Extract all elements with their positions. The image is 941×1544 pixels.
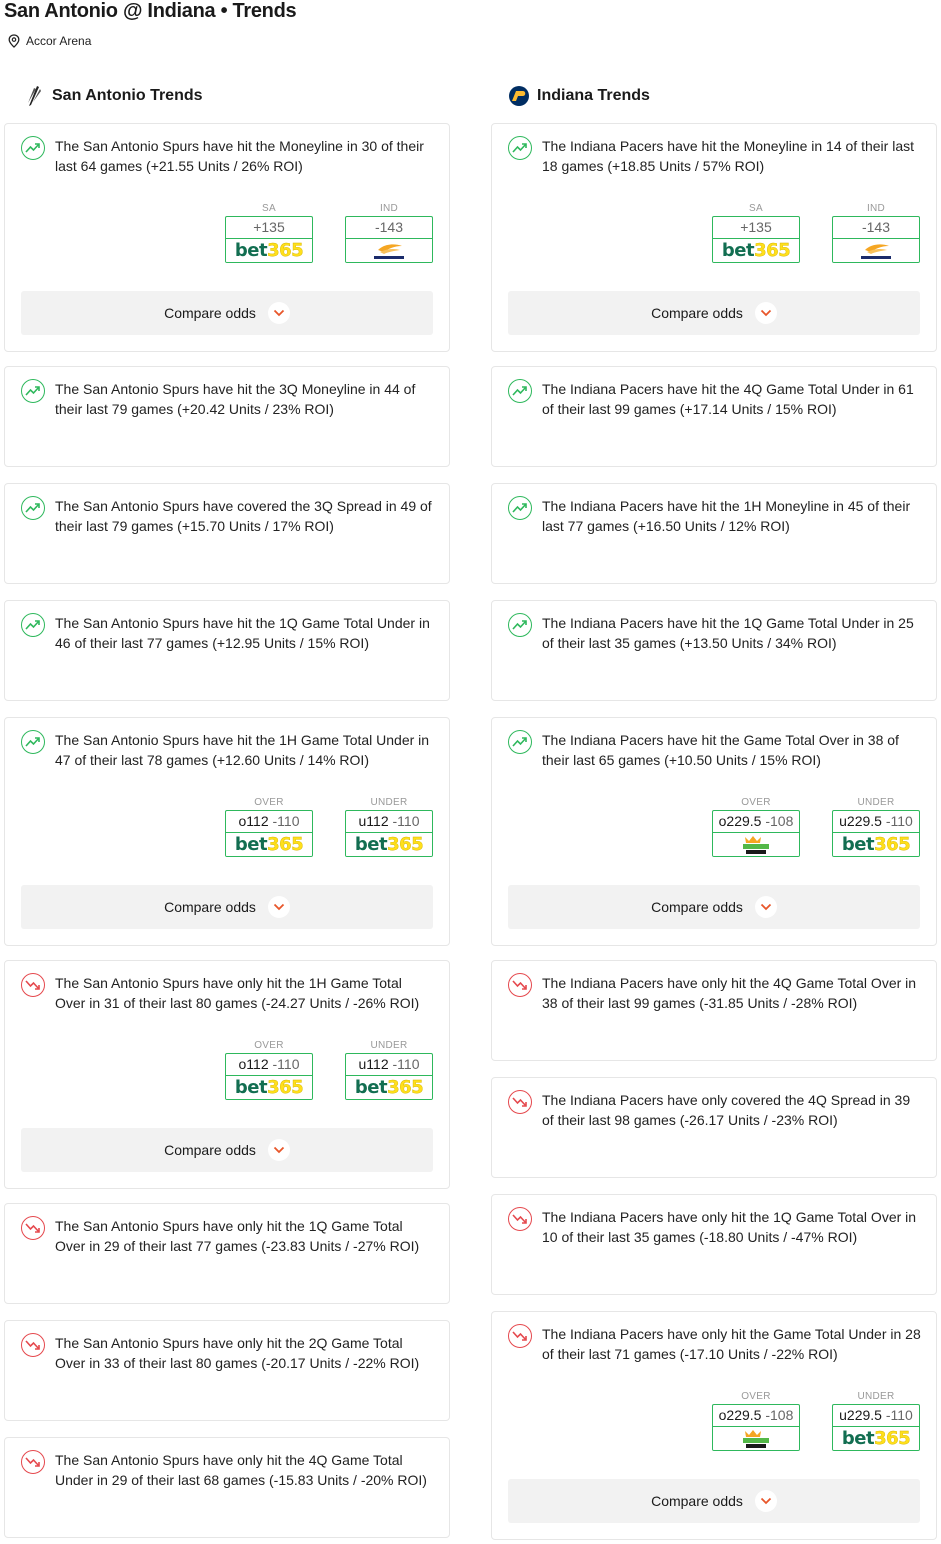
trend-card (4, 123, 450, 352)
odds-line: o112 (238, 1056, 273, 1072)
odds-column (712, 1390, 800, 1451)
odds-value (346, 1054, 432, 1076)
odds-column (225, 796, 313, 857)
venue (8, 34, 91, 48)
trend-card (491, 1311, 937, 1540)
trend-card (491, 1194, 937, 1295)
trend-text: The Indiana Pacers have hit the 4Q Game Total Under in 61 of their last 99 games (+17.14 Units / 15% ROI) (542, 381, 914, 417)
trend-row (21, 496, 435, 536)
trend-row (508, 136, 922, 176)
trend-row (21, 1333, 435, 1373)
trend-up-icon (21, 496, 45, 520)
odds-label: UNDER (857, 1391, 895, 1402)
odds-button[interactable] (832, 216, 920, 263)
trend-card (491, 717, 937, 946)
trend-text: The San Antonio Spurs have only hit the 4Q Game Total Under in 29 of their last 68 games (-15.83 Units / -20% ROI) (55, 1452, 427, 1488)
trend-row (508, 1090, 922, 1130)
odds-column (345, 796, 433, 857)
trend-card (4, 960, 450, 1189)
odds-price: -143 (861, 219, 891, 235)
trend-text: The Indiana Pacers have hit the Moneyline in 14 of their last 18 games (+18.85 Units / 57% ROI) (542, 138, 914, 174)
trend-row (508, 730, 922, 770)
odds-column (712, 202, 800, 263)
trend-row (508, 973, 922, 1013)
trend-text: The San Antonio Spurs have hit the 1H Game Total Under in 47 of their last 78 games (+12.60 Units / 14% ROI) (55, 732, 430, 768)
odds-button[interactable] (712, 1404, 800, 1451)
odds-price: -110 (272, 1056, 300, 1072)
trend-up-icon (508, 379, 532, 403)
odds-price: +135 (253, 219, 285, 235)
trend-row (508, 613, 922, 653)
trend-card (491, 960, 937, 1061)
bet365-logo-icon: bet365 (346, 1076, 432, 1099)
trend-card (4, 717, 450, 946)
odds-price: -110 (885, 1407, 913, 1423)
trend-card (491, 483, 937, 584)
odds-label: SA (749, 203, 763, 214)
trend-row (508, 379, 922, 419)
chevron-down-icon (755, 896, 777, 918)
trend-text: The San Antonio Spurs have only hit the 2Q Game Total Over in 33 of their last 80 games (-20.17 Units / -22% ROI) (55, 1335, 420, 1371)
bet365-logo-icon: bet365 (713, 239, 799, 262)
odds-grid (712, 202, 920, 263)
trend-up-icon (508, 730, 532, 754)
trend-row (21, 379, 435, 419)
bet365-logo-icon: bet365 (226, 1076, 312, 1099)
odds-value (713, 217, 799, 239)
bet365-logo-icon: bet365 (346, 833, 432, 856)
trend-down-icon (21, 1450, 45, 1474)
trend-row (508, 1324, 922, 1364)
odds-label: SA (262, 203, 276, 214)
trend-card (491, 600, 937, 701)
odds-button[interactable] (832, 1404, 920, 1451)
odds-price: -108 (765, 1407, 794, 1423)
trend-text: The Indiana Pacers have hit the Game Total Over in 38 of their last 65 games (+10.50 Units / 15% ROI) (542, 732, 899, 768)
odds-column (345, 202, 433, 263)
odds-price: +135 (740, 219, 772, 235)
chevron-down-icon (268, 1139, 290, 1161)
right-column-heading (507, 85, 650, 107)
trend-down-icon (508, 1324, 532, 1348)
compare-odds-button[interactable] (21, 1128, 433, 1172)
spurs-logo-icon (22, 85, 46, 107)
compare-odds-label: Compare odds (164, 899, 256, 915)
compare-odds-button[interactable] (508, 1479, 920, 1523)
odds-price: -110 (392, 813, 420, 829)
odds-label: OVER (254, 797, 284, 808)
odds-label: OVER (741, 1391, 771, 1402)
compare-odds-label: Compare odds (164, 1142, 256, 1158)
trend-row (508, 496, 922, 536)
chevron-down-icon (268, 302, 290, 324)
bet365-logo-icon: bet365 (833, 833, 919, 856)
trend-up-icon (21, 613, 45, 637)
odds-label: UNDER (857, 797, 895, 808)
trend-text: The Indiana Pacers have only covered the 4Q Spread in 39 of their last 98 games (-26.17 Units / -23% ROI) (542, 1092, 911, 1128)
draftkings-logo-icon (713, 1427, 799, 1450)
trend-down-icon (508, 1090, 532, 1114)
odds-column (225, 202, 313, 263)
trend-row (21, 1450, 435, 1490)
trend-card (4, 483, 450, 584)
odds-line: u112 (358, 1056, 393, 1072)
compare-odds-label: Compare odds (651, 1493, 743, 1509)
odds-button[interactable] (712, 810, 800, 857)
draftkings-logo-icon (713, 833, 799, 856)
odds-column (345, 1039, 433, 1100)
odds-column (832, 796, 920, 857)
compare-odds-label: Compare odds (651, 899, 743, 915)
trend-down-icon (508, 1207, 532, 1231)
right-heading-text: Indiana Trends (537, 87, 650, 104)
trend-card (4, 1320, 450, 1421)
trend-text: The Indiana Pacers have only hit the 1Q Game Total Over in 10 of their last 35 games (-18.80 Units / -47% ROI) (542, 1209, 917, 1245)
trend-row (21, 973, 435, 1013)
odds-label: IND (866, 203, 886, 214)
location-pin-icon (8, 34, 20, 48)
venue-name: Accor Arena (26, 34, 92, 48)
compare-odds-button[interactable] (21, 885, 433, 929)
trend-text: The San Antonio Spurs have hit the Moneyline in 30 of their last 64 games (+21.55 Units / 26% ROI) (55, 138, 424, 174)
odds-column (832, 1390, 920, 1451)
odds-price: -108 (765, 813, 794, 829)
odds-value (226, 811, 312, 833)
trend-text: The Indiana Pacers have hit the 1Q Game Total Under in 25 of their last 35 games (+13.50 Units / 34% ROI) (542, 615, 914, 651)
odds-line: u112 (358, 813, 393, 829)
odds-price: -143 (374, 219, 404, 235)
odds-button[interactable] (225, 216, 313, 263)
chevron-down-icon (268, 896, 290, 918)
trend-card (4, 1203, 450, 1304)
odds-price: -110 (392, 1056, 420, 1072)
odds-value (833, 811, 919, 833)
odds-line: u229.5 (839, 1407, 886, 1423)
trend-text: The San Antonio Spurs have only hit the 1Q Game Total Over in 29 of their last 77 games (-23.83 Units / -27% ROI) (55, 1218, 420, 1254)
odds-column (832, 202, 920, 263)
left-heading-text: San Antonio Trends (52, 87, 203, 104)
odds-value (833, 217, 919, 239)
compare-odds-label: Compare odds (651, 305, 743, 321)
trend-row (21, 136, 435, 176)
pacers-logo-icon (507, 85, 531, 107)
odds-label: IND (379, 203, 399, 214)
odds-button[interactable] (712, 216, 800, 263)
odds-button[interactable] (832, 810, 920, 857)
trend-up-icon (508, 496, 532, 520)
odds-label: OVER (741, 797, 771, 808)
trend-text: The Indiana Pacers have only hit the 4Q Game Total Over in 38 of their last 99 games (-31.85 Units / -28% ROI) (542, 975, 917, 1011)
trend-card (491, 366, 937, 467)
odds-line: o112 (238, 813, 273, 829)
odds-column (712, 796, 800, 857)
odds-line: o229.5 (718, 813, 766, 829)
odds-value (226, 1054, 312, 1076)
odds-button[interactable] (345, 216, 433, 263)
page-title: San Antonio @ Indiana • Trends (4, 0, 297, 22)
odds-grid (712, 1390, 920, 1451)
bet365-logo-icon: bet365 (833, 1427, 919, 1450)
odds-value (346, 217, 432, 239)
trend-down-icon (21, 1333, 45, 1357)
trend-text: The San Antonio Spurs have hit the 1Q Game Total Under in 46 of their last 77 games (+12.95 Units / 15% ROI) (55, 615, 430, 651)
compare-odds-button[interactable] (508, 291, 920, 335)
trend-text: The San Antonio Spurs have hit the 3Q Moneyline in 44 of their last 79 games (+20.42 Units / 23% ROI) (55, 381, 416, 417)
chevron-down-icon (755, 302, 777, 324)
trend-text: The Indiana Pacers have hit the 1H Moneyline in 45 of their last 77 games (+16.50 Units / 12% ROI) (542, 498, 911, 534)
odds-value (713, 811, 799, 833)
trend-up-icon (21, 379, 45, 403)
compare-odds-label: Compare odds (164, 305, 256, 321)
compare-odds-button[interactable] (21, 291, 433, 335)
odds-line: u229.5 (839, 813, 886, 829)
odds-grid (225, 796, 433, 857)
odds-grid (712, 796, 920, 857)
left-column-heading (22, 85, 203, 107)
odds-price: -110 (885, 813, 913, 829)
betrivers-logo-icon (833, 239, 919, 262)
trend-row (21, 613, 435, 653)
chevron-down-icon (755, 1490, 777, 1512)
trend-card (4, 1437, 450, 1538)
odds-label: UNDER (370, 1040, 408, 1051)
odds-price: -110 (272, 813, 300, 829)
trend-up-icon (21, 136, 45, 160)
odds-grid (225, 1039, 433, 1100)
odds-grid (225, 202, 433, 263)
trend-text: The San Antonio Spurs have only hit the 1H Game Total Over in 31 of their last 80 games (-24.27 Units / -26% ROI) (55, 975, 420, 1011)
odds-label: UNDER (370, 797, 408, 808)
odds-button[interactable] (225, 1053, 313, 1100)
odds-button[interactable] (345, 810, 433, 857)
compare-odds-button[interactable] (508, 885, 920, 929)
odds-value (713, 1405, 799, 1427)
bet365-logo-icon: bet365 (226, 239, 312, 262)
trend-down-icon (21, 973, 45, 997)
trend-card (4, 366, 450, 467)
trend-card (491, 1077, 937, 1178)
odds-value (226, 217, 312, 239)
odds-value (833, 1405, 919, 1427)
trend-text: The San Antonio Spurs have covered the 3Q Spread in 49 of their last 79 games (+15.70 Units / 17% ROI) (55, 498, 432, 534)
trend-card (491, 123, 937, 352)
trend-up-icon (21, 730, 45, 754)
odds-button[interactable] (345, 1053, 433, 1100)
betrivers-logo-icon (346, 239, 432, 262)
trend-text: The Indiana Pacers have only hit the Game Total Under in 28 of their last 71 games (-17.10 Units / -22% ROI) (542, 1326, 921, 1362)
trend-down-icon (21, 1216, 45, 1240)
trend-row (21, 1216, 435, 1256)
trend-up-icon (508, 136, 532, 160)
trend-card (4, 600, 450, 701)
trend-up-icon (508, 613, 532, 637)
odds-column (225, 1039, 313, 1100)
trend-down-icon (508, 973, 532, 997)
odds-label: OVER (254, 1040, 284, 1051)
odds-value (346, 811, 432, 833)
trend-row (21, 730, 435, 770)
trend-row (508, 1207, 922, 1247)
odds-line: o229.5 (718, 1407, 766, 1423)
odds-button[interactable] (225, 810, 313, 857)
bet365-logo-icon: bet365 (226, 833, 312, 856)
